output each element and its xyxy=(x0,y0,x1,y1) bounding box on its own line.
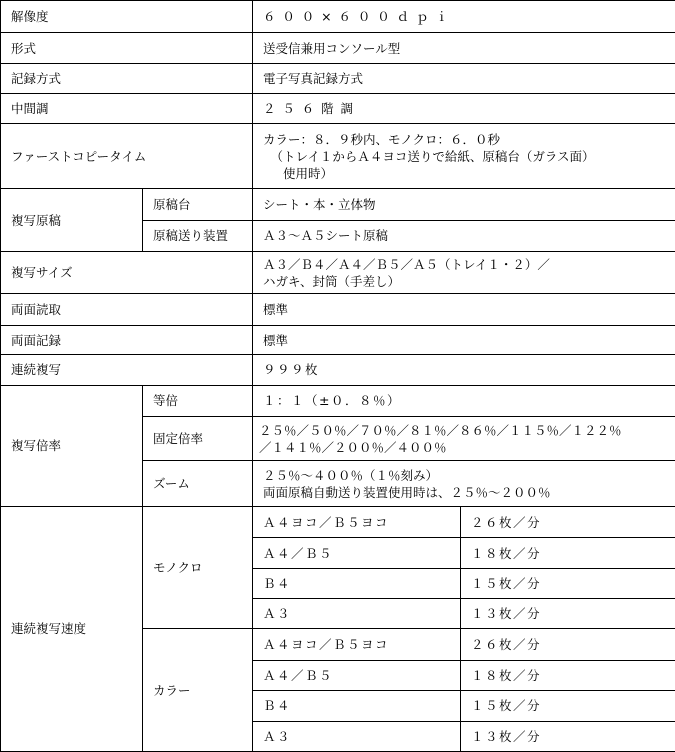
continuous-value: ９９９枚 xyxy=(253,355,675,385)
color-size-1: Ａ４ヨコ／Ｂ５ヨコ xyxy=(253,629,461,660)
mono-rate-2: １８枚／分 xyxy=(461,538,675,568)
color-rate-2: １８枚／分 xyxy=(461,660,675,690)
row-recording xyxy=(1,63,675,93)
same-label: 等倍 xyxy=(143,385,253,416)
row-ratio-same xyxy=(1,385,675,416)
platen-label: 原稿台 xyxy=(143,189,253,220)
fixed-label: 固定倍率 xyxy=(143,416,253,461)
recording-label: 記録方式 xyxy=(1,63,253,93)
color-rate-3: １５枚／分 xyxy=(461,691,675,721)
mono-label: モノクロ xyxy=(143,506,253,628)
copy-size-line-1: Ａ３／Ｂ４／Ａ４／Ｂ５／Ａ５（トレイ１・２）／ xyxy=(263,256,550,272)
mono-rate-4: １３枚／分 xyxy=(461,599,675,629)
color-label: カラー xyxy=(143,629,253,752)
zoom-value xyxy=(253,461,675,507)
fixed-line-2: ／１４１％／２００％／４００％ xyxy=(259,439,447,455)
row-resolution xyxy=(1,1,675,33)
copy-size-value xyxy=(253,251,675,294)
platen-value: シート・本・立体物 xyxy=(253,189,675,220)
duplex-read-value: 標準 xyxy=(253,294,675,325)
continuous-label: 連続複写 xyxy=(1,355,253,385)
halftone-value: ２５６階調 xyxy=(253,94,675,124)
row-copy-size xyxy=(1,251,675,294)
duplex-record-label: 両面記録 xyxy=(1,325,253,354)
copy-size-line-2: ハガキ、封筒（手差し） xyxy=(263,273,401,289)
color-rate-1: ２６枚／分 xyxy=(461,629,675,660)
row-speed-mono-1 xyxy=(1,506,675,537)
recording-value: 電子写真記録方式 xyxy=(253,63,675,93)
first-copy-line-1: カラー：８．９秒内、モノクロ：６．０秒 xyxy=(263,131,501,147)
feeder-label: 原稿送り装置 xyxy=(143,220,253,251)
row-duplex-read xyxy=(1,294,675,325)
row-duplex-record xyxy=(1,325,675,354)
first-copy-value xyxy=(253,124,675,189)
copy-size-label: 複写サイズ xyxy=(1,251,253,294)
color-rate-4: １３枚／分 xyxy=(461,721,675,751)
zoom-line-2: 両面原稿自動送り装置使用時は、２５％〜２００％ xyxy=(263,484,551,500)
row-first-copy xyxy=(1,124,675,189)
zoom-label: ズーム xyxy=(143,461,253,507)
resolution-label: 解像度 xyxy=(1,1,253,33)
row-halftone xyxy=(1,94,675,124)
mono-size-4: Ａ３ xyxy=(253,599,461,629)
duplex-read-label: 両面読取 xyxy=(1,294,253,325)
first-copy-line-2: （トレイ１からＡ４ヨコ送りで給紙、原稿台（ガラス面） xyxy=(270,148,595,164)
feeder-value: Ａ３〜Ａ５シート原稿 xyxy=(253,220,675,251)
first-copy-label: ファーストコピータイム xyxy=(1,124,253,189)
color-size-4: Ａ３ xyxy=(253,721,461,751)
color-size-3: Ｂ４ xyxy=(253,691,461,721)
resolution-value: ６００×６００ｄｐｉ xyxy=(253,1,675,33)
halftone-label: 中間調 xyxy=(1,94,253,124)
mono-size-2: Ａ４／Ｂ５ xyxy=(253,538,461,568)
format-value: 送受信兼用コンソール型 xyxy=(253,33,675,63)
format-label: 形式 xyxy=(1,33,253,63)
row-continuous xyxy=(1,355,675,385)
mono-size-3: Ｂ４ xyxy=(253,568,461,598)
fixed-line-1: ２５％／５０％／７０％／８１％／８６％／１１５％／１２２％ xyxy=(259,422,622,438)
first-copy-line-3: 使用時） xyxy=(283,165,334,181)
ratio-label: 複写倍率 xyxy=(1,385,143,506)
originals-label: 複写原稿 xyxy=(1,189,143,252)
speed-label: 連続複写速度 xyxy=(1,506,143,751)
zoom-line-1: ２５％〜４００％（１％刻み） xyxy=(263,467,439,483)
color-size-2: Ａ４／Ｂ５ xyxy=(253,660,461,690)
same-value: １：１（±０．８％） xyxy=(253,385,675,416)
row-format xyxy=(1,33,675,63)
mono-size-1: Ａ４ヨコ／Ｂ５ヨコ xyxy=(253,506,461,537)
row-originals-platen xyxy=(1,189,675,220)
fixed-value xyxy=(253,416,675,461)
mono-rate-1: ２６枚／分 xyxy=(461,506,675,537)
duplex-record-value: 標準 xyxy=(253,325,675,354)
mono-rate-3: １５枚／分 xyxy=(461,568,675,598)
